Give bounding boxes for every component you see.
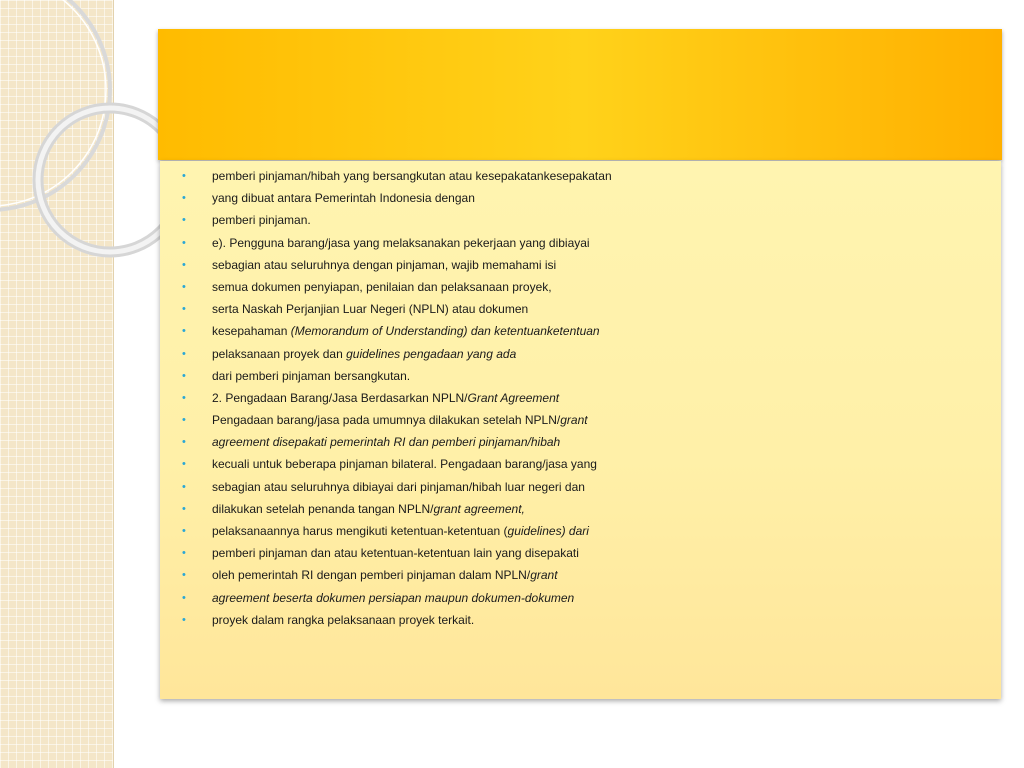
line-italic: grant [530, 568, 558, 583]
line-italic: (Memorandum of Understanding) dan ketentuanketentuan [290, 324, 600, 339]
list-item [182, 609, 981, 631]
decorative-rings [0, 0, 160, 260]
bullet-dot-icon: • [182, 258, 186, 271]
line-text: dilakukan setelah penanda tangan NPLN/ [212, 501, 434, 516]
line-text: pelaksanaan proyek dan [212, 346, 347, 361]
line-italic: guidelines) dari [507, 524, 589, 538]
list-item [182, 276, 981, 298]
list-item [182, 520, 981, 542]
line-text: dari pemberi pinjaman bersangkutan. [212, 368, 411, 383]
list-item [182, 365, 981, 387]
line-italic: agreement beserta dokumen persiapan maupun dokumen-dokumen [212, 590, 575, 605]
list-item [182, 387, 981, 409]
list-item [182, 232, 981, 254]
line-text: kecuali untuk beberapa pinjaman bilateral. Pengadaan barang/jasa yang [212, 457, 597, 472]
line-text: pelaksanaannya harus mengikuti ketentuan-ketentuan ( [212, 524, 508, 538]
bullet-dot-icon: • [182, 458, 186, 471]
list-item [182, 298, 981, 320]
bullet-dot-icon: • [182, 480, 186, 493]
list-item [182, 320, 981, 342]
list-item [182, 498, 981, 520]
bullet-dot-icon: • [182, 280, 186, 293]
line-text: pemberi pinjaman dan atau ketentuan-ketentuan lain yang disepakati [212, 546, 579, 561]
list-item [182, 431, 981, 453]
bullet-dot-icon: • [182, 591, 186, 604]
list-item [182, 209, 981, 231]
bullet-dot-icon: • [182, 525, 186, 537]
line-text: proyek dalam rangka pelaksanaan proyek terkait. [212, 612, 475, 627]
bullet-dot-icon: • [182, 502, 186, 515]
line-text: pemberi pinjaman. [212, 213, 311, 228]
line-text: oleh pemerintah RI dengan pemberi pinjaman dalam NPLN/ [212, 568, 531, 583]
line-text: serta Naskah Perjanjian Luar Negeri (NPLN) atau dokumen [212, 302, 529, 317]
bullet-dot-icon: • [182, 303, 186, 316]
line-text: Pengadaan barang/jasa pada umumnya dilakukan setelah NPLN/ [212, 413, 561, 428]
bullet-dot-icon: • [182, 236, 186, 249]
list-item [182, 187, 981, 209]
bullet-dot-icon: • [182, 613, 186, 626]
bullet-dot-icon: • [182, 569, 186, 582]
list-item [182, 587, 981, 609]
list-item [182, 453, 981, 475]
bullet-dot-icon: • [182, 547, 186, 560]
bullet-dot-icon: • [182, 347, 186, 360]
line-text: sebagian atau seluruhnya dibiayai dari pinjaman/hibah luar negeri dan [212, 479, 585, 494]
line-text: kesepahaman [212, 324, 291, 339]
list-item [182, 476, 981, 498]
line-italic: guidelines pengadaan yang ada [346, 346, 517, 361]
list-item [182, 254, 981, 276]
bullet-dot-icon: • [182, 436, 186, 449]
line-italic: agreement disepakati pemerintah RI dan pemberi pinjaman/hibah [212, 435, 561, 450]
bullet-dot-icon: • [182, 369, 186, 382]
list-item [182, 165, 981, 187]
bullet-dot-icon: • [182, 214, 186, 227]
bullet-list [182, 165, 981, 631]
line-italic: Grant Agreement [467, 390, 560, 405]
line-text: semua dokumen penyiapan, penilaian dan pelaksanaan proyek, [212, 279, 552, 294]
line-text: yang dibuat antara Pemerintah Indonesia dengan [212, 191, 475, 206]
line-text: sebagian atau seluruhnya dengan pinjaman, wajib memahami isi [212, 257, 557, 272]
bullet-dot-icon: • [182, 170, 186, 182]
content-box [160, 161, 1001, 699]
list-item [182, 343, 981, 365]
bullet-dot-icon: • [182, 414, 186, 427]
line-text: pemberi pinjaman/hibah yang bersangkutan atau kesepakatankesepakatan [212, 169, 612, 183]
list-item [182, 542, 981, 564]
line-text: 2. Pengadaan Barang/Jasa Berdasarkan NPLN/ [212, 390, 468, 405]
title-band [158, 29, 1002, 160]
list-item [182, 409, 981, 431]
bullet-dot-icon: • [182, 192, 186, 205]
line-italic: grant agreement, [433, 501, 525, 516]
list-item [182, 564, 981, 586]
line-italic: grant [560, 413, 588, 428]
line-text: e). Pengguna barang/jasa yang melaksanakan pekerjaan yang dibiayai [212, 235, 590, 250]
bullet-dot-icon: • [182, 325, 186, 338]
bullet-dot-icon: • [182, 391, 186, 404]
